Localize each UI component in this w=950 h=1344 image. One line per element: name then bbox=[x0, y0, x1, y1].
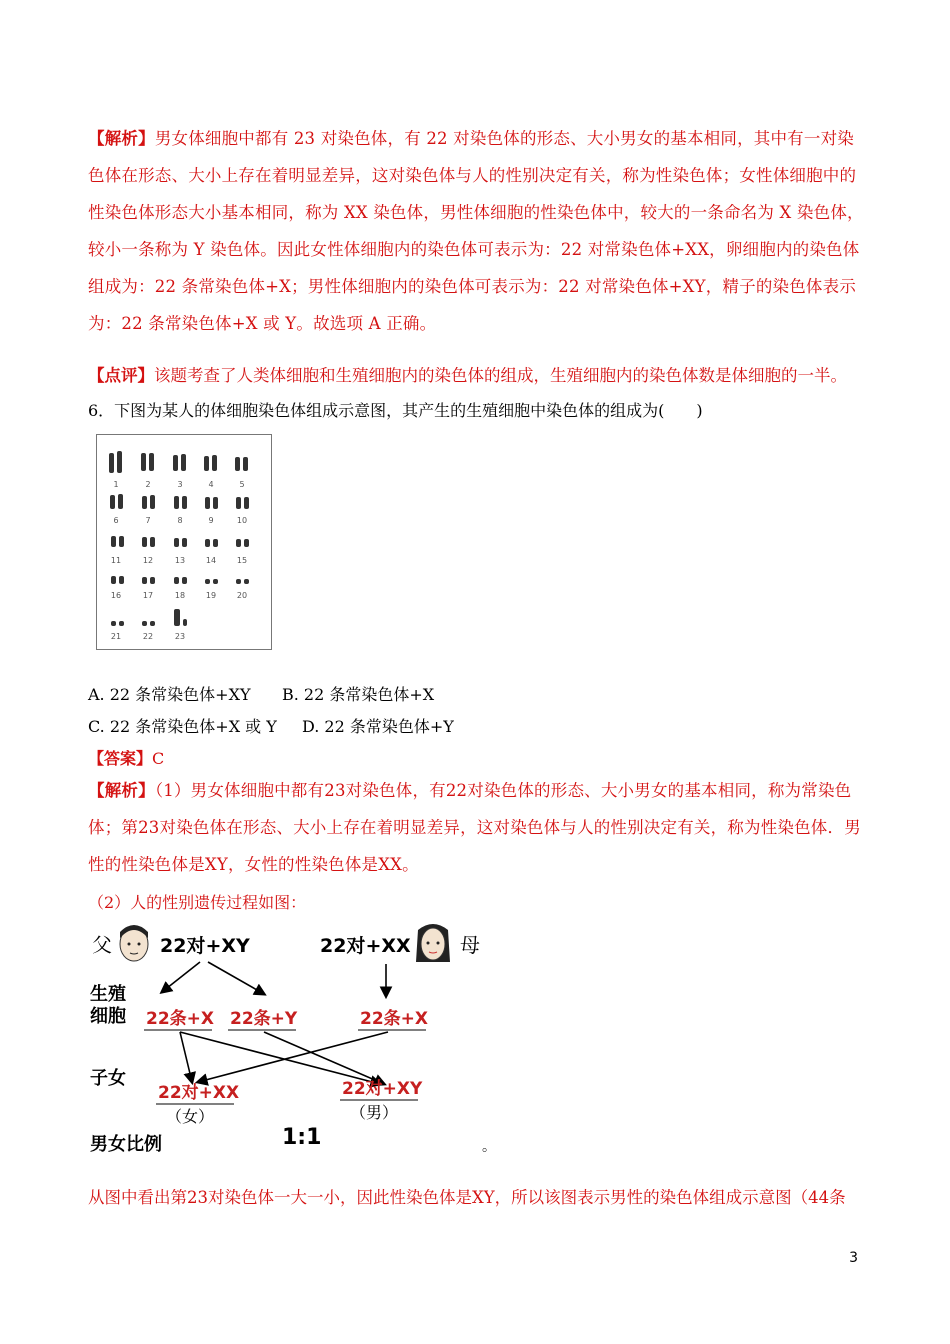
chromosome bbox=[173, 455, 178, 471]
chromosome-number: 9 bbox=[208, 516, 214, 525]
chromosome-x bbox=[174, 609, 180, 626]
chromosome bbox=[244, 539, 249, 547]
chromosome-number: 10 bbox=[236, 516, 248, 525]
sperm-y: 22条+Y bbox=[230, 1009, 298, 1029]
chromosome bbox=[142, 577, 147, 584]
karyotype-figure bbox=[96, 434, 272, 650]
chromosome bbox=[236, 539, 241, 547]
chromosome bbox=[142, 621, 147, 626]
children-label: 子女 bbox=[90, 1068, 126, 1089]
chromosome-row-1 bbox=[109, 451, 248, 473]
chromosome bbox=[204, 456, 209, 471]
chromosome bbox=[150, 495, 155, 509]
chromosome-number: 4 bbox=[208, 480, 214, 489]
chromosome bbox=[150, 537, 155, 547]
chromosome bbox=[243, 457, 248, 471]
arrow bbox=[198, 1032, 388, 1082]
chromosome-row-4 bbox=[111, 576, 249, 584]
chromosome bbox=[119, 621, 124, 626]
comment-text: 该题考查了人类体细胞和生殖细胞内的染色体的组成，生殖细胞内的染色体数是体细胞的一半。 bbox=[154, 366, 847, 385]
chromosome-number: 7 bbox=[145, 516, 151, 525]
chromosome bbox=[182, 496, 187, 509]
arrow bbox=[162, 962, 200, 992]
arrow bbox=[180, 1032, 192, 1082]
chromosome bbox=[109, 453, 114, 473]
germ-cell-label-1: 生殖 bbox=[90, 984, 126, 1005]
comment-tag: 【点评】 bbox=[88, 366, 154, 385]
son-genotype: 22对+XY bbox=[342, 1079, 423, 1099]
chromosome bbox=[150, 577, 155, 584]
chromosome bbox=[212, 455, 217, 471]
chromosome-number: 13 bbox=[174, 556, 186, 565]
chromosome bbox=[205, 539, 210, 547]
chromosome bbox=[118, 494, 123, 509]
chromosome-number: 18 bbox=[174, 591, 186, 600]
chromosome bbox=[174, 538, 179, 547]
inheritance-svg bbox=[88, 924, 508, 1164]
chromosome-number: 5 bbox=[239, 480, 245, 489]
mother-label: 母 bbox=[460, 933, 480, 957]
chromosome bbox=[119, 576, 124, 584]
answer-line bbox=[88, 746, 164, 769]
conclusion-text: 从图中看出第23对染色体一大一小，因此性染色体是XY，所以该图表示男性的染色体组成示意图（44条 bbox=[88, 1188, 846, 1207]
chromosome-number: 6 bbox=[113, 516, 119, 525]
chromosome bbox=[111, 621, 116, 626]
sex-inheritance-diagram bbox=[88, 924, 508, 1164]
question-text: 6．下图为某人的体细胞染色体组成示意图，其产生的生殖细胞中染色体的组成为( ) bbox=[88, 401, 703, 420]
answer-text: C bbox=[152, 749, 165, 768]
analysis2-text: （1）男女体细胞中都有23对染色体，有22对染色体的形态、大小男女的基本相同，称为常染色体；第23对染色体在形态、大小上存在着明显差异，这对染色体与人的性别决定有关，称为性染色体．男性的性染色体是XY，女性的性染色体是XX。 bbox=[88, 781, 861, 874]
ratio-label: 男女比例 bbox=[90, 1134, 162, 1155]
analysis2-tag: 【解析】 bbox=[88, 781, 155, 800]
ratio-value: 1:1 bbox=[282, 1125, 322, 1150]
chromosome bbox=[117, 451, 122, 473]
page-number: 3 bbox=[849, 1250, 858, 1266]
comment-line bbox=[88, 362, 847, 386]
option-d: D. 22 条常染色体+Y bbox=[302, 717, 454, 736]
analysis-text: 男女体细胞中都有 23 对染色体，有 22 对染色体的形态、大小男女的基本相同，其中有一对染色体在形态、大小上存在着明显差异，这对染色体与人的性别决定有关，称为性染色体；女性体细胞中的性染色体形态大小基本相同，称为 XX 染色体，男性体细胞的性染色体中，较大的一条命名为 X 染色体，较小一条称为 Y 染色体。因此女性体细胞内的染色体可表示为：22 对常染色体+XX，卵细胞内的染色体组成为：22 条常染色体+X；男性体细胞内的染色体可表示为：22 对常染色体+XY，精子的染色体表示为：22 条常染色体+X 或 Y。故选项 A 正确。 bbox=[88, 129, 864, 333]
egg-x: 22条+X bbox=[360, 1009, 429, 1029]
karyotype-svg bbox=[97, 435, 271, 649]
chromosome-row-5 bbox=[111, 609, 187, 626]
chromosome-number: 11 bbox=[110, 556, 122, 565]
mother-genotype: 22对+XX bbox=[320, 935, 411, 957]
chromosome-row-2 bbox=[110, 494, 249, 509]
option-a: A. 22 条常染色体+XY bbox=[88, 685, 251, 704]
chromosome-number: 12 bbox=[142, 556, 154, 565]
chromosome-number: 1 bbox=[113, 480, 119, 489]
chromosome-number: 16 bbox=[110, 591, 122, 600]
father-genotype: 22对+XY bbox=[160, 935, 250, 957]
chromosome bbox=[236, 497, 241, 509]
arrow bbox=[208, 962, 264, 994]
sperm-x: 22条+X bbox=[146, 1009, 215, 1029]
chromosome bbox=[141, 453, 146, 471]
chromosome bbox=[142, 496, 147, 509]
chromosome bbox=[182, 577, 187, 584]
chromosome-number: 19 bbox=[205, 591, 217, 600]
mother-face-icon bbox=[416, 924, 450, 962]
chromosome bbox=[205, 579, 210, 584]
chromosome-number: 8 bbox=[177, 516, 183, 525]
chromosome bbox=[111, 536, 116, 547]
analysis-paragraph-1 bbox=[88, 120, 864, 342]
chromosome bbox=[182, 538, 187, 547]
chromosome-number: 22 bbox=[142, 632, 154, 641]
chromosome bbox=[213, 497, 218, 509]
chromosome bbox=[236, 579, 241, 584]
chromosome bbox=[142, 537, 147, 547]
chromosome-y bbox=[183, 619, 187, 626]
daughter-sex: （女） bbox=[166, 1107, 215, 1126]
chromosome bbox=[205, 497, 210, 509]
chromosome bbox=[181, 454, 186, 471]
germ-cell-label-2: 细胞 bbox=[90, 1006, 126, 1027]
chromosome-number: 23 bbox=[174, 632, 186, 641]
option-c: C. 22 条常染色体+X 或 Y bbox=[88, 717, 277, 736]
chromosome-number: 3 bbox=[177, 480, 183, 489]
chromosome bbox=[244, 497, 249, 509]
daughter-genotype: 22对+XX bbox=[158, 1083, 240, 1103]
chromosome bbox=[213, 579, 218, 584]
answer-tag: 【答案】 bbox=[88, 749, 153, 768]
chromosome-number: 15 bbox=[236, 556, 248, 565]
chromosome-number: 14 bbox=[205, 556, 217, 565]
chromosome bbox=[119, 536, 124, 547]
analysis-tag: 【解析】 bbox=[88, 129, 155, 148]
end-mark: 。 bbox=[482, 1139, 496, 1155]
part2-text: （2）人的性别遗传过程如图： bbox=[88, 893, 307, 912]
chromosome bbox=[150, 621, 155, 626]
chromosome-number: 20 bbox=[236, 591, 248, 600]
option-b: B. 22 条常染色体+X bbox=[282, 685, 435, 704]
chromosome-number: 17 bbox=[142, 591, 154, 600]
analysis-paragraph-2 bbox=[88, 772, 864, 883]
chromosome bbox=[213, 539, 218, 547]
father-label: 父 bbox=[92, 933, 112, 957]
chromosome bbox=[174, 496, 179, 509]
chromosome bbox=[235, 457, 240, 471]
chromosome bbox=[244, 579, 249, 584]
chromosome-row-3 bbox=[111, 536, 249, 547]
chromosome bbox=[110, 495, 115, 509]
chromosome bbox=[149, 453, 154, 471]
chromosome-number: 2 bbox=[145, 480, 151, 489]
chromosome bbox=[174, 577, 179, 584]
chromosome-number: 21 bbox=[110, 632, 122, 641]
son-sex: （男） bbox=[350, 1103, 399, 1122]
father-face-icon bbox=[120, 925, 148, 961]
chromosome bbox=[111, 576, 116, 584]
